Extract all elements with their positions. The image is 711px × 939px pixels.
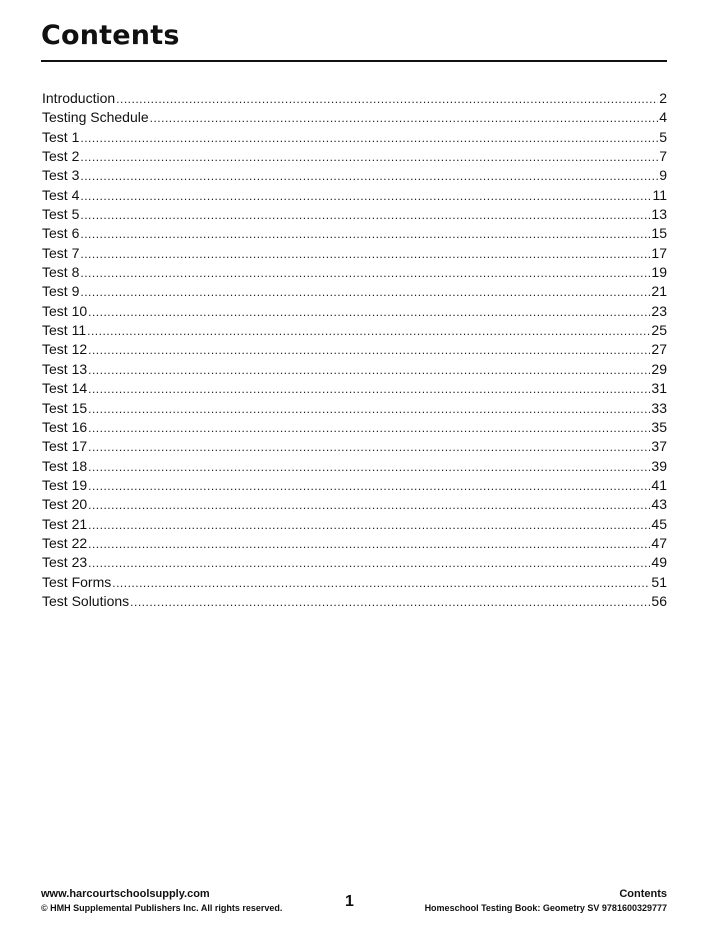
toc-entry-page: 19 <box>651 264 667 281</box>
toc-entry-page: 29 <box>651 360 667 377</box>
toc-entry-page: 49 <box>651 554 667 571</box>
dot-leader <box>80 264 650 283</box>
book-title: Homeschool Testing Book: Geometry SV 9781600329777 <box>424 903 667 913</box>
toc-entry-label: Test 10 <box>42 302 88 319</box>
toc-entry-label: Test 19 <box>42 476 88 493</box>
dot-leader <box>88 400 650 419</box>
toc-entry <box>42 224 667 243</box>
toc-entry <box>42 457 667 476</box>
toc-entry-page: 17 <box>651 244 667 261</box>
dot-leader <box>80 245 650 264</box>
dot-leader <box>80 283 650 302</box>
toc-entry-label: Test 17 <box>42 438 88 455</box>
dot-leader <box>88 477 650 496</box>
toc-entry-label: Test Solutions <box>42 592 130 609</box>
dot-leader <box>130 593 650 612</box>
toc-entry <box>42 534 667 553</box>
toc-entry-page: 21 <box>651 283 667 300</box>
toc-entry-page: 23 <box>651 302 667 319</box>
toc-entry <box>42 399 667 418</box>
toc-entry-page: 51 <box>651 573 667 590</box>
toc-entry-page: 39 <box>651 457 667 474</box>
dot-leader <box>88 341 650 360</box>
dot-leader <box>112 574 650 593</box>
toc-entry <box>42 573 667 592</box>
toc-entry <box>42 186 667 205</box>
toc-entry-page: 47 <box>651 534 667 551</box>
toc-entry <box>42 379 667 398</box>
toc-entry <box>42 321 667 340</box>
dot-leader <box>80 225 650 244</box>
toc-entry-page: 2 <box>659 90 667 106</box>
toc-entry-page: 7 <box>659 148 667 165</box>
dot-leader <box>80 167 658 186</box>
toc-entry-page: 45 <box>651 515 667 532</box>
toc-entry <box>42 437 667 456</box>
toc-entry-label: Test 11 <box>42 322 87 339</box>
toc-entry-label: Introduction <box>42 90 116 106</box>
dot-leader <box>88 496 650 515</box>
toc-entry <box>42 553 667 572</box>
toc-entry-page: 13 <box>651 206 667 223</box>
toc-entry <box>42 340 667 359</box>
toc-entry-label: Test 9 <box>42 283 80 300</box>
dot-leader <box>88 438 650 457</box>
toc-entry <box>42 128 667 147</box>
toc-entry <box>42 476 667 495</box>
dot-leader <box>88 535 650 554</box>
toc-entry <box>42 166 667 185</box>
toc-entry-label: Testing Schedule <box>42 109 149 126</box>
dot-leader <box>88 380 650 399</box>
toc-entry <box>42 592 667 611</box>
toc-entry-page: 25 <box>651 322 667 339</box>
toc-entry-label: Test 1 <box>42 128 80 145</box>
dot-leader <box>150 109 659 128</box>
dot-leader <box>88 303 650 322</box>
toc-entry <box>42 147 667 166</box>
toc-entry <box>42 108 667 127</box>
toc-entry-label: Test 18 <box>42 457 88 474</box>
toc-entry-page: 35 <box>651 418 667 435</box>
toc-entry-page: 15 <box>651 225 667 242</box>
toc-entry-label: Test 5 <box>42 206 80 223</box>
copyright-notice: © HMH Supplemental Publishers Inc. All rights reserved. <box>41 903 283 913</box>
toc-entry-label: Test 16 <box>42 418 88 435</box>
dot-leader <box>80 187 651 206</box>
toc-entry-label: Test 13 <box>42 360 88 377</box>
toc-entry <box>42 418 667 437</box>
toc-entry-page: 41 <box>651 476 667 493</box>
toc-entry-label: Test 14 <box>42 380 88 397</box>
toc-entry <box>42 515 667 534</box>
dot-leader <box>87 322 650 341</box>
toc-entry-page: 11 <box>652 186 667 203</box>
toc-entry-label: Test 22 <box>42 534 88 551</box>
toc-entry-label: Test 23 <box>42 554 88 571</box>
dot-leader <box>80 206 650 225</box>
page-number: 1 <box>345 893 354 910</box>
toc-entry <box>42 89 667 108</box>
page-title: Contents <box>41 20 180 51</box>
toc-entry-page: 9 <box>659 167 667 184</box>
dot-leader <box>88 361 650 380</box>
title-divider <box>41 60 667 62</box>
toc-entry-label: Test 6 <box>42 225 80 242</box>
toc-entry-label: Test 4 <box>42 186 80 203</box>
dot-leader <box>88 419 650 438</box>
toc-entry-page: 37 <box>651 438 667 455</box>
toc-entry <box>42 263 667 282</box>
toc-entry-page: 31 <box>651 380 667 397</box>
toc-entry-label: Test 7 <box>42 244 80 261</box>
table-of-contents <box>42 89 667 611</box>
toc-entry-label: Test 21 <box>42 515 88 532</box>
toc-entry <box>42 282 667 301</box>
toc-entry-page: 27 <box>651 341 667 358</box>
dot-leader <box>88 554 650 573</box>
toc-entry-label: Test 12 <box>42 341 88 358</box>
toc-entry-label: Test 3 <box>42 167 80 184</box>
toc-entry <box>42 244 667 263</box>
toc-entry <box>42 302 667 321</box>
toc-entry <box>42 495 667 514</box>
footer-right <box>425 887 667 915</box>
toc-entry-label: Test 2 <box>42 148 80 165</box>
dot-leader <box>80 148 658 167</box>
toc-entry-label: Test 8 <box>42 264 80 281</box>
dot-leader <box>88 458 650 477</box>
toc-entry <box>42 205 667 224</box>
toc-entry-label: Test 15 <box>42 399 88 416</box>
toc-entry <box>42 360 667 379</box>
section-name: Contents <box>619 888 667 900</box>
toc-entry-page: 56 <box>651 592 667 609</box>
dot-leader <box>80 129 658 148</box>
publisher-url: www.harcourtschoolsupply.com <box>41 888 210 900</box>
toc-entry-label: Test 20 <box>42 496 88 513</box>
toc-entry-page: 43 <box>651 496 667 513</box>
dot-leader <box>88 516 650 535</box>
toc-entry-page: 33 <box>651 399 667 416</box>
dot-leader <box>116 90 658 109</box>
toc-entry-page: 4 <box>659 109 667 126</box>
toc-entry-label: Test Forms <box>42 573 112 590</box>
toc-entry-page: 5 <box>659 128 667 145</box>
footer-left <box>41 887 282 915</box>
